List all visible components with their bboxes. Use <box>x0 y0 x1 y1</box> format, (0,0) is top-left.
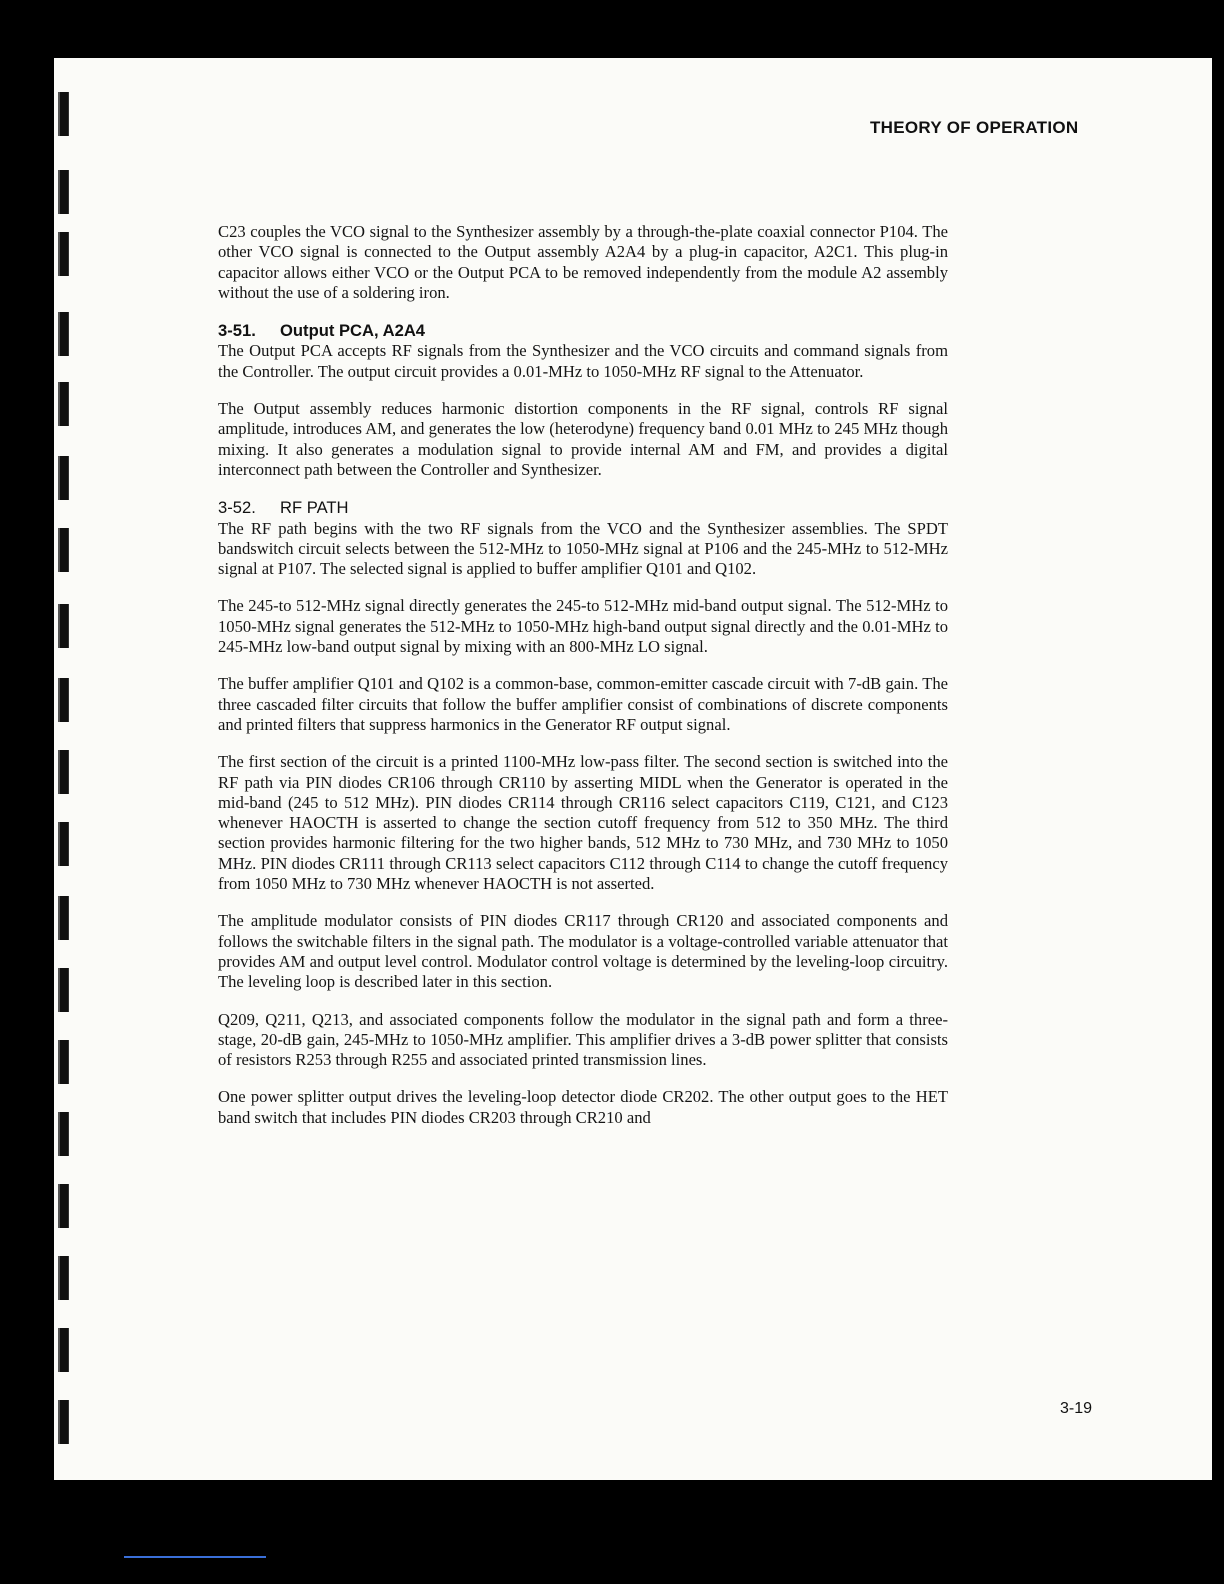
paragraph: The first section of the circuit is a printed 1100-MHz low-pass filter. The second section is switched into the RF path via PIN diodes CR106 through CR110 by asserting MIDL when the Generator is operated in the mid-band (245 to 512 MHz). PIN diodes CR114 through CR116 select capacitors C119, C121, and C123 whenever HAOCTH is asserted to change the section cutoff frequency from 512 to 350 MHz. The third section provides harmonic filtering for the two higher bands, 512 MHz to 730 MHz, and 730 MHz to 1050 MHz. PIN diodes CR111 through CR113 select capacitors C112 through C114 to change the cutoff frequency from 1050 MHz to 730 MHz whenever HAOCTH is not asserted. <box>218 752 948 894</box>
binding-mark <box>58 1112 69 1156</box>
page-number: 3-19 <box>1060 1400 1093 1417</box>
binding-mark <box>58 382 69 426</box>
binding-mark <box>58 968 69 1012</box>
paragraph: The Output PCA accepts RF signals from the Synthesizer and the VCO circuits and command signals from the Controller. The output circuit provides a 0.01-MHz to 1050-MHz RF signal to the Attenuator. <box>218 341 948 381</box>
binding-mark <box>58 1256 69 1300</box>
section-number: 3-52. <box>218 498 256 518</box>
binding-mark <box>58 456 69 500</box>
binding-mark <box>58 604 69 648</box>
paragraph: The RF path begins with the two RF signals from the VCO and the Synthesizer assemblies. The SPDT bandswitch circuit selects between the 512-MHz to 1050-MHz signal at P106 and the 245-MHz to 512-MHz signal at P107. The selected signal is applied to buffer amplifier Q101 and Q102. <box>218 518 948 579</box>
paragraph: The amplitude modulator consists of PIN diodes CR117 through CR120 and associated components and follows the switchable filters in the signal path. The modulator is a voltage-controlled variable attenuator that provides AM and output level control. Modulator control voltage is determined by the leveling-loop circuitry. The leveling loop is described later in this section. <box>218 911 948 992</box>
binding-mark <box>58 1184 69 1228</box>
binding-mark <box>58 750 69 794</box>
binding-mark <box>58 822 69 866</box>
section-number: 3-51. <box>218 321 256 341</box>
body-text <box>218 222 948 1145</box>
binding-mark <box>58 312 69 356</box>
binding-mark <box>58 528 69 572</box>
section-title: RF PATH <box>280 498 349 518</box>
paragraph: The buffer amplifier Q101 and Q102 is a common-base, common-emitter cascade circuit with 7-dB gain. The three cascaded filter circuits that follow the buffer amplifier consist of combinations of discrete components and printed filters that suppress harmonics in the Generator RF output signal. <box>218 674 948 734</box>
binding-mark <box>58 92 69 136</box>
running-header: THEORY OF OPERATION <box>870 118 1079 137</box>
binding-mark <box>58 896 69 940</box>
binding-mark <box>58 170 69 214</box>
binding-mark <box>58 678 69 722</box>
binding-mark <box>58 1040 69 1084</box>
paragraph: The Output assembly reduces harmonic distortion components in the RF signal, controls RF signal amplitude, introduces AM, and generates the low (heterodyne) frequency band 0.01 MHz to 245 MHz though mixing. It also generates a modulation signal to provide internal AM and FM, and provides a digital interconnect path between the Controller and Synthesizer. <box>218 399 948 479</box>
binding-mark <box>58 1400 69 1444</box>
binding-mark <box>58 232 69 276</box>
section-heading <box>218 321 948 341</box>
paragraph: Q209, Q211, Q213, and associated components follow the modulator in the signal path and form a three-stage, 20-dB gain, 245-MHz to 1050-MHz amplifier. This amplifier drives a 3-dB power splitter that consists of resistors R253 through R255 and associated printed transmission lines. <box>218 1009 948 1070</box>
viewer-scrollbar-indicator <box>124 1556 266 1558</box>
paragraph: The 245-to 512-MHz signal directly generates the 245-to 512-MHz mid-band output signal. The 512-MHz to 1050-MHz signal generates the 512-MHz to 1050-MHz high-band output signal directly and the 0.01-MHz to 245-MHz low-band output signal by mixing with an 800-MHz LO signal. <box>218 596 948 657</box>
paragraph: C23 couples the VCO signal to the Synthesizer assembly by a through-the-plate coaxial connector P104. The other VCO signal is connected to the Output assembly A2A4 by a plug-in capacitor, A2C1. This plug-in capacitor allows either VCO or the Output PCA to be removed independently from the module A2 assembly without the use of a soldering iron. <box>218 222 948 302</box>
binding-mark <box>58 1328 69 1372</box>
paragraph: One power splitter output drives the leveling-loop detector diode CR202. The other output goes to the HET band switch that includes PIN diodes CR203 through CR210 and <box>218 1087 948 1127</box>
section-title: Output PCA, A2A4 <box>280 321 426 341</box>
section-heading <box>218 498 948 518</box>
binding-holes <box>50 0 70 1500</box>
